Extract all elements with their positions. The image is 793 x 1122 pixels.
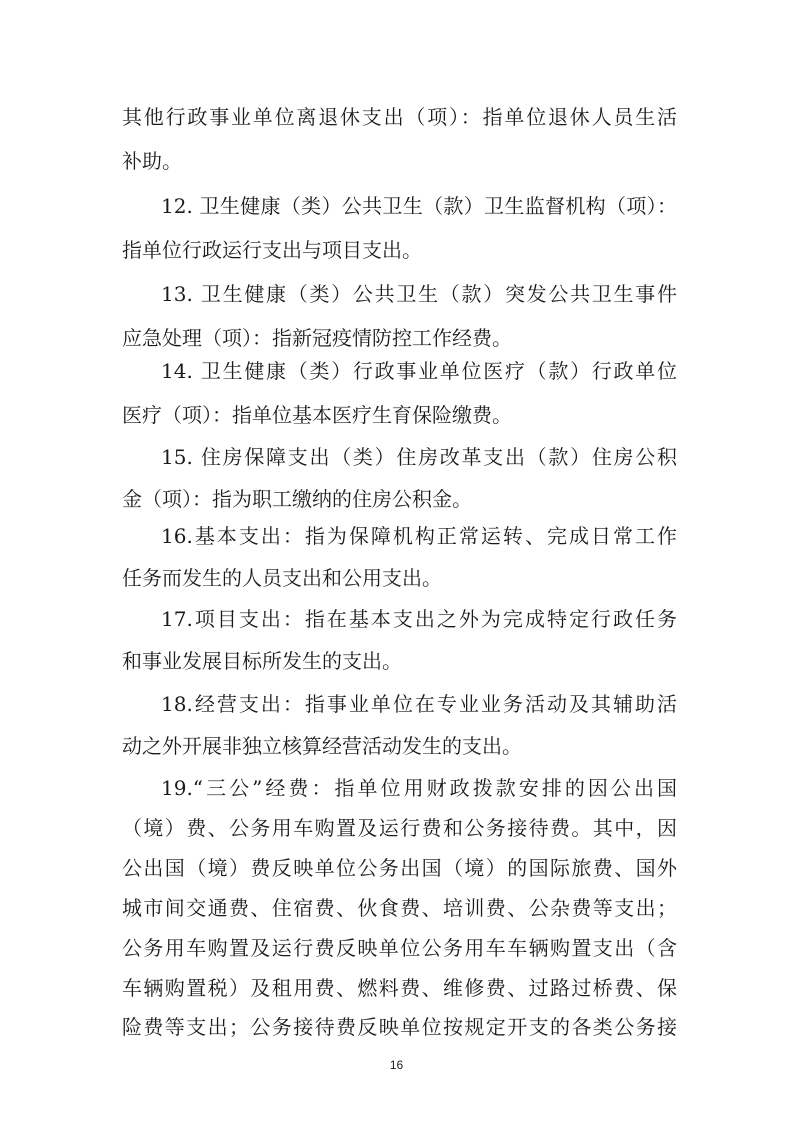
text-line: 其他行政事业单位离退休支出（项）：指单位退休人员生活 (122, 105, 677, 129)
text-line: 18.经营支出：指事业单位在专业业务活动及其辅助活 (161, 692, 677, 716)
text-line: 15. 住房保障支出（类）住房改革支出（款）住房公积 (161, 445, 677, 469)
text-line: 金（项）：指为职工缴纳的住房公积金。 (122, 487, 472, 511)
text-line: 车辆购置税）及租用费、燃料费、维修费、过路过桥费、保 (122, 976, 677, 1000)
text-line: 14. 卫生健康（类）行政事业单位医疗（款）行政单位 (161, 359, 677, 383)
text-line: 任务而发生的人员支出和公用支出。 (122, 566, 442, 590)
text-line: 公务用车购置及运行费反映单位公务用车车辆购置支出（含 (122, 936, 677, 960)
text-line: 补助。 (122, 149, 182, 173)
text-line: 16.基本支出：指为保障机构正常运转、完成日常工作 (161, 524, 677, 548)
text-line: 动之外开展非独立核算经营活动发生的支出。 (122, 734, 522, 758)
text-line: 城市间交通费、住宿费、伙食费、培训费、公杂费等支出； (122, 896, 677, 920)
page-number: 16 (389, 1058, 404, 1072)
text-line: 医疗（项）：指单位基本医疗生育保险缴费。 (122, 403, 512, 427)
text-line: （境）费、公务用车购置及运行费和公务接待费。其中，因 (122, 816, 677, 840)
text-line: 17.项目支出：指在基本支出之外为完成特定行政任务 (161, 607, 677, 631)
text-line: 13. 卫生健康（类）公共卫生（款）突发公共卫生事件 (161, 282, 677, 306)
text-line: 和事业发展目标所发生的支出。 (122, 649, 402, 673)
text-line: 应急处理（项）：指新冠疫情防控工作经费。 (122, 326, 512, 350)
text-line: 指单位行政运行支出与项目支出。 (122, 238, 422, 262)
text-line: 险费等支出；公务接待费反映单位按规定开支的各类公务接 (122, 1015, 677, 1039)
text-line: 12. 卫生健康（类）公共卫生（款）卫生监督机构（项）： (161, 194, 677, 218)
text-line: 公出国（境）费反映单位公务出国（境）的国际旅费、国外 (122, 856, 677, 880)
text-line: 19.“三公”经费：指单位用财政拨款安排的因公出国 (161, 776, 677, 800)
